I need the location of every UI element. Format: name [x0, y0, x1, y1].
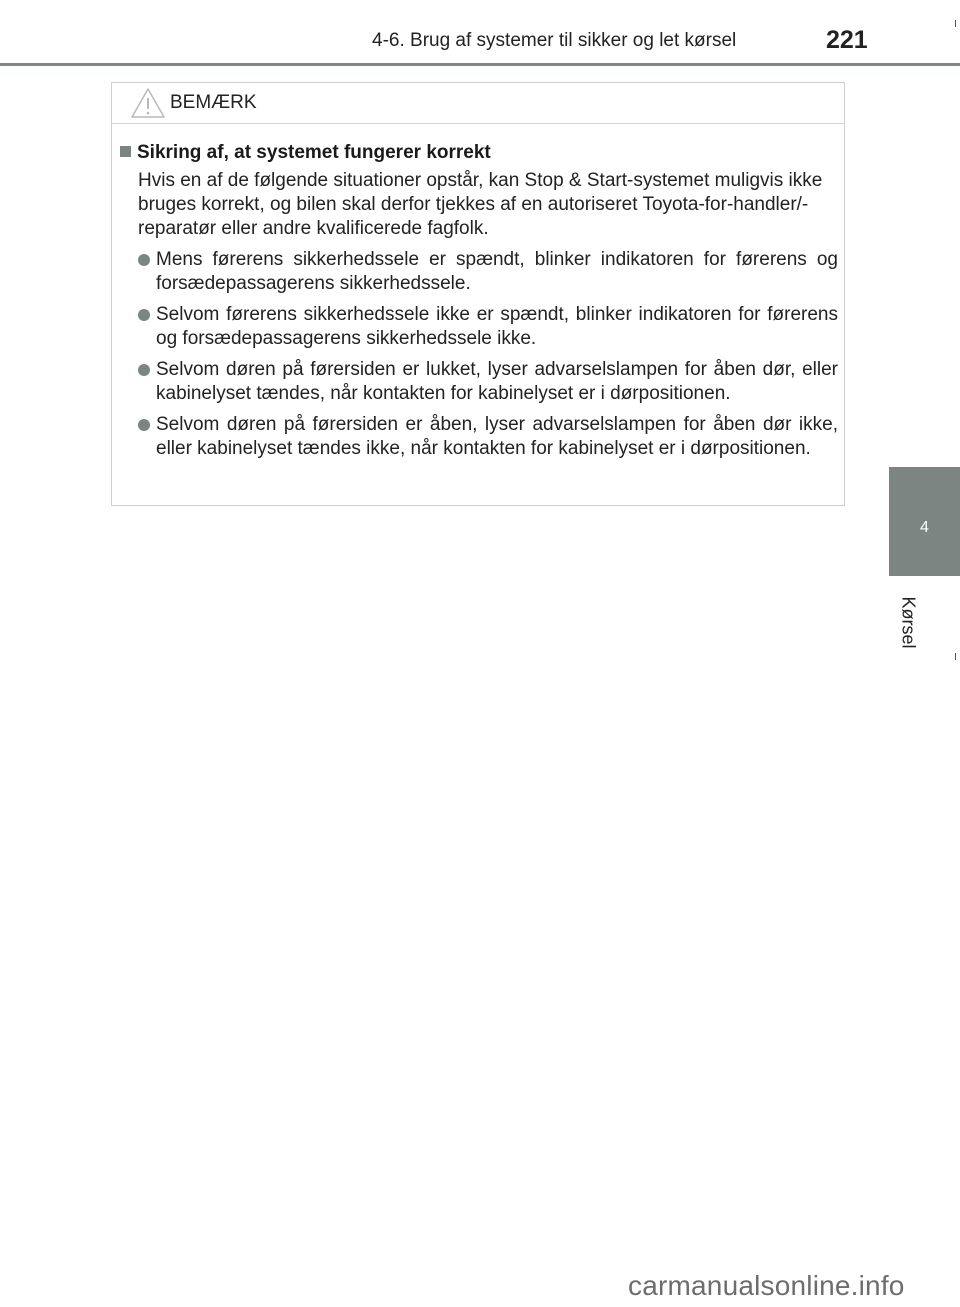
note-label: BEMÆRK: [170, 92, 257, 113]
page-header: [0, 0, 960, 66]
chapter-tab[interactable]: [889, 467, 960, 576]
intro-paragraph: Hvis en af de følgende situationer opstår, kan Stop & Start-systemet muligvis ikke bruges korrekt, og bilen skal derfor tjekkes af en autoriseret Toyota-for-handler/-reparatør eller andre kvalificerede fagfolk.: [138, 170, 823, 239]
list-item: [138, 413, 838, 461]
list-item: [138, 248, 838, 296]
crop-mark: [955, 653, 956, 660]
section-heading: [120, 142, 491, 164]
page-number: 221: [826, 26, 868, 54]
list-item-text: Selvom døren på førersiden er åben, lyser advarselslampen for åben dør ikke, eller kabinelyset tændes ikke, når kontakten for kabinelyset er i dørpositionen.: [156, 414, 838, 459]
list-item-text: Mens førerens sikkerhedssele er spændt, blinker indikatoren for førerens og forsædepassagerens sikkerhedssele.: [156, 249, 838, 294]
crop-mark: [955, 20, 956, 27]
warning-icon: [130, 87, 166, 119]
bullet-dot-icon: [138, 254, 150, 266]
bullet-list: [138, 248, 838, 468]
list-item-text: Selvom førerens sikkerhedssele ikke er spændt, blinker indikatoren for førerens og forsædepassagerens sikkerhedssele ikke.: [156, 304, 838, 349]
chapter-label: Kørsel: [898, 596, 919, 649]
bullet-dot-icon: [138, 419, 150, 431]
header-divider: [0, 63, 960, 66]
watermark: carmanualsonline.info: [628, 1270, 905, 1301]
note-header: [112, 83, 844, 124]
note-box: [111, 82, 845, 506]
bullet-dot-icon: [138, 364, 150, 376]
header-section-title: 4-6. Brug af systemer til sikker og let kørsel: [372, 30, 737, 51]
list-item-text: Selvom døren på førersiden er lukket, lyser advarselslampen for åben dør, eller kabinelyset tændes, når kontakten for kabinelyset er i dørpositionen.: [156, 359, 838, 404]
square-bullet-icon: [120, 146, 131, 157]
chapter-number: 4: [920, 519, 929, 536]
list-item: [138, 358, 838, 406]
section-heading-text: Sikring af, at systemet fungerer korrekt: [137, 142, 491, 163]
list-item: [138, 303, 838, 351]
bullet-dot-icon: [138, 309, 150, 321]
